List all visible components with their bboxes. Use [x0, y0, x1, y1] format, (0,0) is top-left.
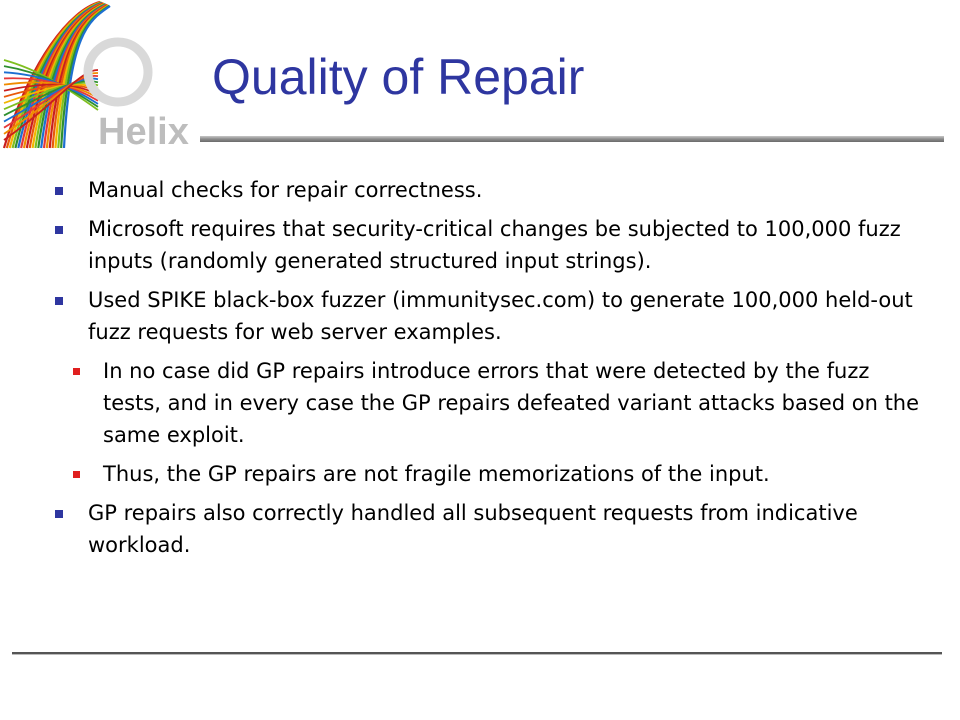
bottom-rule — [12, 652, 942, 655]
bullet-item — [55, 213, 925, 277]
logo-ring — [88, 42, 148, 102]
bullet-square-icon — [55, 226, 63, 234]
bullet-square-icon — [55, 297, 63, 305]
sub-bullet-item — [55, 458, 925, 490]
bullet-text: Manual checks for repair correctness. — [88, 178, 483, 202]
helix-strands — [4, 2, 110, 148]
sub-bullet-text: In no case did GP repairs introduce errors that were detected by the fuzz tests, and in every case the GP repairs defeated variant attacks based on the same exploit. — [103, 359, 920, 447]
bullet-list — [55, 174, 925, 568]
bullet-item — [55, 497, 925, 561]
sub-bullet-item — [55, 355, 925, 451]
bullet-item — [55, 174, 925, 206]
sub-bullet-text: Thus, the GP repairs are not fragile memorizations of the input. — [103, 462, 770, 486]
bullet-item — [55, 284, 925, 348]
sub-bullet-square-icon — [73, 368, 80, 375]
bullet-text: Microsoft requires that security-critical changes be subjected to 100,000 fuzz inputs (randomly generated structured input strings). — [88, 217, 901, 273]
bullet-text: Used SPIKE black-box fuzzer (immunitysec.com) to generate 100,000 held-out fuzz requests for web server examples. — [88, 288, 913, 344]
sub-bullet-square-icon — [73, 471, 80, 478]
bullet-square-icon — [55, 510, 63, 518]
bullet-square-icon — [55, 187, 63, 195]
logo-text: Helix — [98, 111, 189, 150]
title-rule — [200, 136, 944, 142]
bullet-text: GP repairs also correctly handled all subsequent requests from indicative workload. — [88, 501, 858, 557]
slide-title: Quality of Repair — [212, 49, 585, 105]
helix-logo — [0, 0, 210, 150]
